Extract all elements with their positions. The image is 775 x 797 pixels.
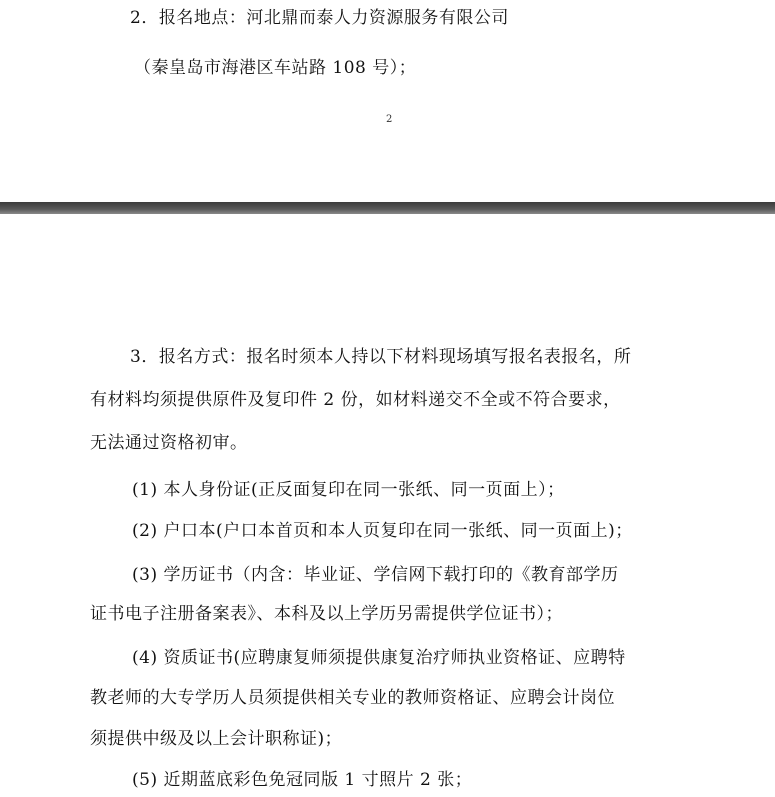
page-number: 2 <box>386 114 393 125</box>
text-line: 教老师的大专学历人员须提供相关专业的教师资格证、应聘会计岗位 <box>90 688 615 708</box>
text-line: 无法通过资格初审。 <box>90 433 248 453</box>
list-item: (5) 近期蓝底彩色免冠同版 1 寸照片 2 张； <box>132 770 473 790</box>
text-line: 证书电子注册备案表》、本科及以上学历另需提供学位证书）； <box>90 604 563 624</box>
text-line: 3．报名方式：报名时须本人持以下材料现场填写报名表报名，所 <box>130 347 632 367</box>
text-line: 有材料均须提供原件及复印件 2 份，如材料递交不全或不符合要求， <box>90 390 621 410</box>
text-line: 2．报名地点：河北鼎而泰人力资源服务有限公司 <box>130 8 509 28</box>
list-item: (2) 户口本(户口本首页和本人页复印在同一张纸、同一页面上)； <box>132 521 633 541</box>
document-page-bottom <box>0 214 775 797</box>
document-page-top <box>0 0 775 202</box>
list-item: (3) 学历证书（内含：毕业证、学信网下载打印的《教育部学历 <box>132 565 619 585</box>
text-line: 须提供中级及以上会计职称证)； <box>90 729 343 749</box>
text-line: （秦皇岛市海港区车站路 108 号）； <box>134 58 417 78</box>
list-item: (1) 本人身份证(正反面复印在同一张纸、同一页面上）； <box>132 480 565 500</box>
page-separator <box>0 202 775 214</box>
list-item: (4) 资质证书(应聘康复师须提供康复治疗师执业资格证、应聘特 <box>132 648 626 668</box>
